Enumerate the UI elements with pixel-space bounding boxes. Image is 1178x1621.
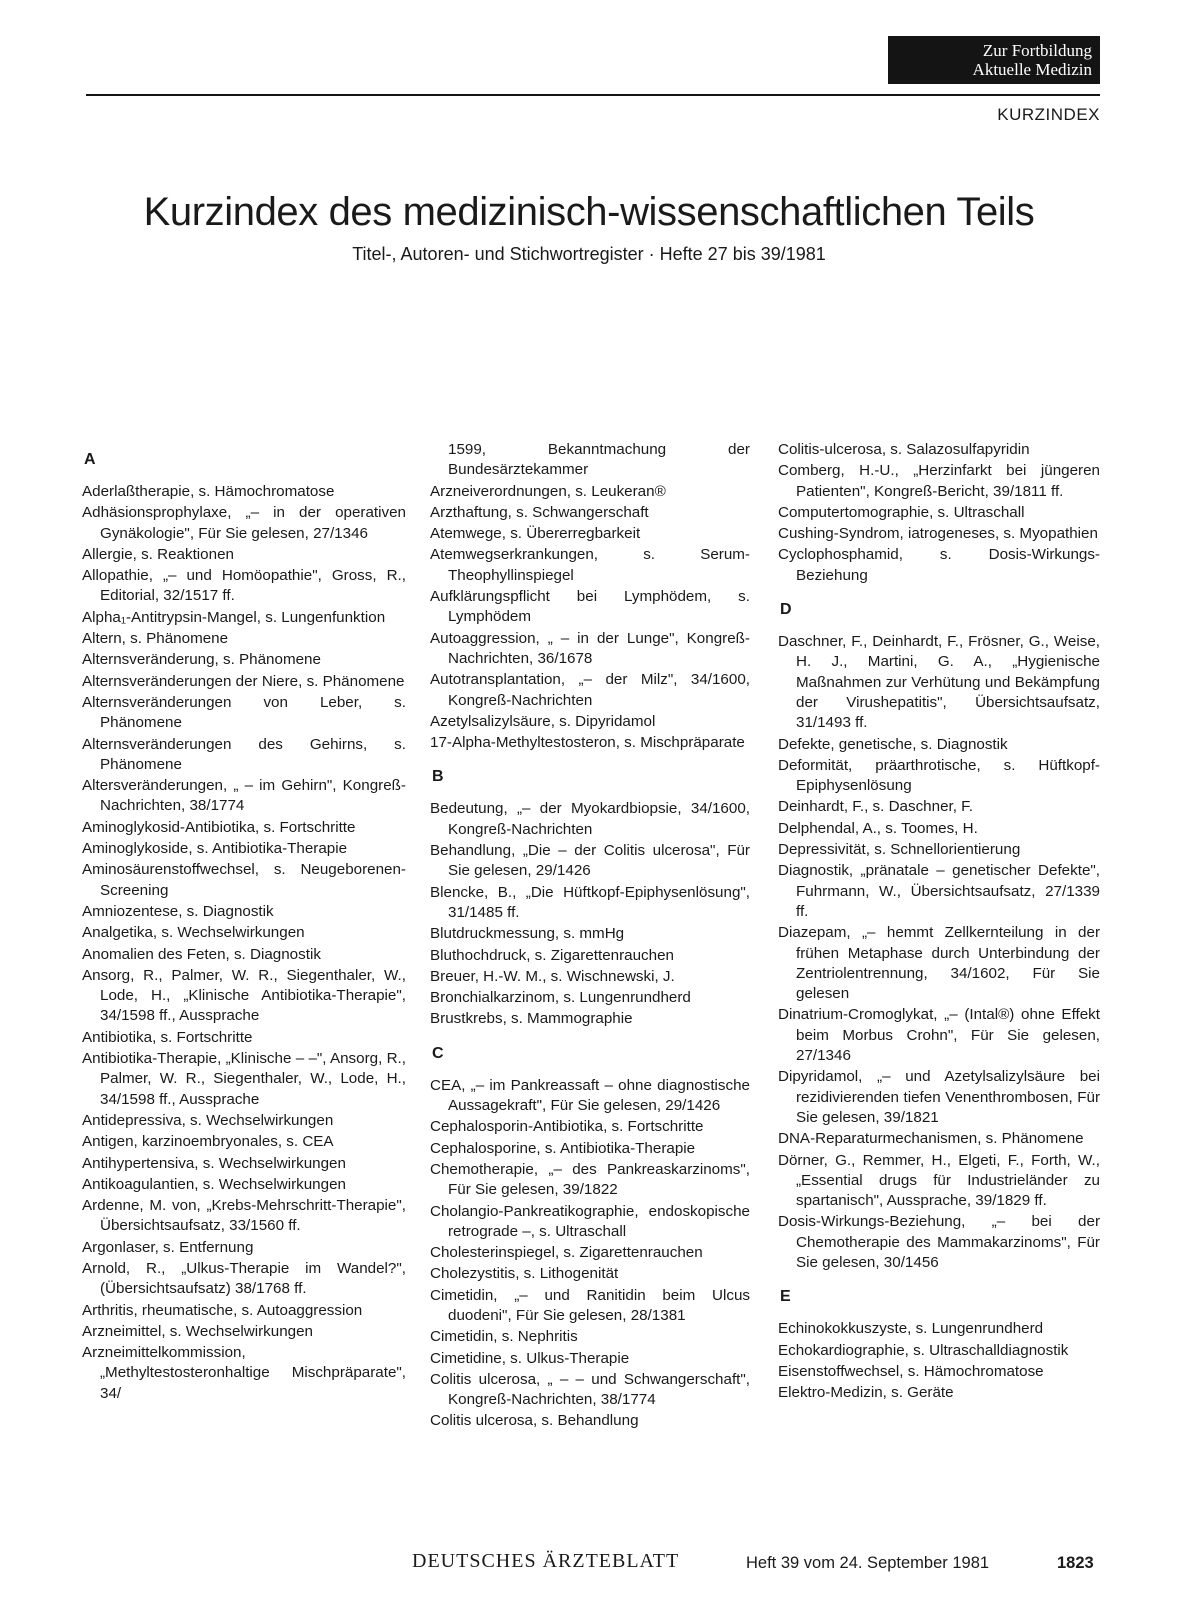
index-entry: Colitis ulcerosa, „ – – und Schwangerschaft", Kongreß-Nachrichten, 38/1774 (430, 1370, 750, 1409)
index-entry: Antibiotika-Therapie, „Klinische – –", Ansorg, R., Palmer, W. R., Siegenthaler, W., Lode, H., 34/1598 ff., Aussprache (82, 1050, 406, 1108)
index-entry: Computertomographie, s. Ultraschall (778, 503, 1025, 521)
index-entry: Cephalosporin-Antibiotika, s. Fortschritte (430, 1118, 704, 1136)
index-entry: Arzneimittel, s. Wechselwirkungen (82, 1322, 313, 1340)
index-entry: Cimetidine, s. Ulkus-Therapie (430, 1349, 630, 1367)
index-entry: Delphendal, A., s. Toomes, H. (778, 819, 978, 837)
index-entry: Chemotherapie, „– des Pankreaskarzinoms", Für Sie gelesen, 39/1822 (430, 1160, 750, 1199)
index-entry: Colitis-ulcerosa, s. Salazosulfapyridin (778, 441, 1030, 458)
index-entry: Eisenstoffwechsel, s. Hämochromatose (778, 1362, 1044, 1380)
index-entry: Alternsveränderung, s. Phänomene (82, 651, 321, 669)
index-entry: Deformität, präarthrotische, s. Hüftkopf-Epiphysenlösung (778, 756, 1100, 795)
index-entry: Arnold, R., „Ulkus-Therapie im Wandel?", (Übersichtsaufsatz) 38/1768 ff. (82, 1259, 406, 1298)
index-column-1 (82, 442, 406, 1405)
footer-issue: Heft 39 vom 24. September 1981 (746, 1554, 990, 1572)
index-entry: Allopathie, „– und Homöopathie", Gross, R., Editorial, 32/1517 ff. (82, 567, 406, 605)
index-entry: Aminosäurenstoffwechsel, s. Neugeborenen-Screening (82, 861, 406, 899)
index-entry: Elektro-Medizin, s. Geräte (778, 1384, 954, 1402)
index-entry: Aufklärungspflicht bei Lymphödem, s. Lymphödem (430, 588, 750, 626)
section-letter: A (84, 451, 96, 468)
index-entry: Arthritis, rheumatische, s. Autoaggression (82, 1301, 363, 1319)
index-entry: Antihypertensiva, s. Wechselwirkungen (82, 1154, 346, 1172)
footer-page-number: 1823 (1057, 1554, 1094, 1572)
index-entry: Cimetidin, s. Nephritis (430, 1328, 578, 1346)
index-entry: Amniozentese, s. Diagnostik (82, 902, 274, 920)
index-entry: Antidepressiva, s. Wechselwirkungen (82, 1111, 334, 1129)
index-entry: Adhäsionsprophylaxe, „– in der operativen Gynäkologie", Für Sie gelesen, 27/1346 (82, 504, 406, 542)
index-entry: Anomalien des Feten, s. Diagnostik (82, 945, 321, 963)
section-letter: C (432, 1044, 444, 1062)
index-entry: Bronchialkarzinom, s. Lungenrundherd (430, 989, 691, 1007)
section-letter: B (432, 768, 444, 786)
index-entry: Alternsveränderungen der Niere, s. Phänomene (82, 672, 405, 690)
index-entry: Altersveränderungen, „ – im Gehirn", Kongreß-Nachrichten, 38/1774 (82, 777, 406, 815)
page-title: Kurzindex des medizinisch-wissenschaftlichen Teils (143, 190, 1035, 234)
index-entry: Bluthochdruck, s. Zigarettenrauchen (430, 946, 674, 964)
section-letter: E (780, 1288, 791, 1306)
index-column-2 (430, 440, 750, 1433)
index-entry: Autotransplantation, „– der Milz", 34/1600, Kongreß-Nachrichten (430, 671, 750, 709)
index-entry: Cholezystitis, s. Lithogenität (430, 1265, 619, 1283)
index-entry: Cimetidin, „– und Ranitidin beim Ulcus duodeni", Für Sie gelesen, 28/1381 (430, 1286, 750, 1324)
index-entry: Blencke, B., „Die Hüftkopf-Epiphysenlösung", 31/1485 ff. (430, 883, 750, 921)
page-subtitle: Titel-, Autoren- und Stichwortregister · Hefte 27 bis 39/1981 (352, 244, 826, 264)
index-entry: Atemwegserkrankungen, s. Serum-Theophyllinspiegel (430, 546, 750, 584)
index-entry: Alternsveränderungen von Leber, s. Phänomene (82, 693, 406, 732)
index-entry: Azetylsalizylsäure, s. Dipyridamol (430, 712, 656, 730)
badge-line-2: Aktuelle Medizin (972, 60, 1092, 79)
index-entry: Antigen, karzinoembryonales, s. CEA (82, 1133, 334, 1151)
index-entry: Dörner, G., Remmer, H., Elgeti, F., Forth, W., „Essential drugs für Industrieländer zu spartanisch", Aussprache, 39/1829 ff. (778, 1151, 1100, 1210)
index-entry: Cyclophosphamid, s. Dosis-Wirkungs-Beziehung (778, 546, 1100, 584)
index-entry: Argonlaser, s. Entfernung (82, 1238, 254, 1256)
index-entry: Arzthaftung, s. Schwangerschaft (430, 503, 649, 521)
index-entry: Cushing-Syndrom, iatrogeneses, s. Myopathien (778, 525, 1098, 543)
index-entry: Altern, s. Phänomene (82, 630, 229, 648)
index-entry: Alternsveränderungen des Gehirns, s. Phänomene (82, 735, 406, 773)
index-column-3 (778, 440, 1100, 1404)
index-entry: Depressivität, s. Schnellorientierung (778, 841, 1021, 859)
index-entry: Allergie, s. Reaktionen (82, 545, 234, 563)
index-entry: Echinokokkuszyste, s. Lungenrundherd (778, 1320, 1044, 1338)
index-entry: Cephalosporine, s. Antibiotika-Therapie (430, 1139, 696, 1157)
index-entry: 17-Alpha-Methyltestosteron, s. Mischpräparate (430, 734, 745, 752)
index-entry: Diagnostik, „pränatale – genetischer Defekte", Fuhrmann, W., Übersichtsaufsatz, 27/1339 ff. (778, 862, 1100, 920)
section-label: KURZINDEX (997, 105, 1100, 124)
section-badge (888, 36, 1100, 84)
index-entry: Behandlung, „Die – der Colitis ulcerosa", Für Sie gelesen, 29/1426 (430, 842, 750, 880)
footer-journal-name: DEUTSCHES ÄRZTEBLATT (412, 1550, 680, 1572)
index-entry: Antibiotika, s. Fortschritte (82, 1028, 253, 1046)
index-entry: Dinatrium-Cromoglykat, „– (Intal®) ohne Effekt beim Morbus Crohn", Für Sie gelesen, 27/1346 (778, 1006, 1100, 1065)
index-entry: Analgetika, s. Wechselwirkungen (82, 924, 305, 942)
index-entry: Arzneiverordnungen, s. Leukeran® (430, 482, 666, 500)
index-entry: Bedeutung, „– der Myokardbiopsie, 34/1600, Kongreß-Nachrichten (430, 800, 750, 838)
index-entry: Deinhardt, F., s. Daschner, F. (778, 798, 973, 816)
index-entry: Aminoglykosid-Antibiotika, s. Fortschritte (82, 818, 356, 836)
index-entry: Antikoagulantien, s. Wechselwirkungen (82, 1175, 346, 1193)
index-entry: Cholangio-Pankreatikographie, endoskopische retrograde –, s. Ultraschall (430, 1202, 750, 1240)
index-entry: Defekte, genetische, s. Diagnostik (778, 735, 1008, 753)
index-entry: 1599, Bekanntmachung der Bundesärztekammer (448, 441, 750, 479)
index-entry: Ansorg, R., Palmer, W. R., Siegenthaler, W., Lode, H., „Klinische Antibiotika-Therapie", 34/1598 ff., Aussprache (82, 966, 406, 1025)
index-entry: Arzneimittelkommission, „Methyltestosteronhaltige Mischpräparate", 34/ (82, 1344, 406, 1402)
index-entry: Brustkrebs, s. Mammographie (430, 1010, 633, 1028)
index-entry: Breuer, H.-W. M., s. Wischnewski, J. (430, 967, 675, 985)
index-entry: Autoaggression, „ – in der Lunge", Kongreß-Nachrichten, 36/1678 (430, 629, 750, 667)
index-entry: Daschner, F., Deinhardt, F., Frösner, G., Weise, H. J., Martini, G. A., „Hygienische Maßnahmen zur Verhütung und Bekämpfung der Virushepatitis", Übersichtsaufsatz, 31/1493 ff. (778, 633, 1100, 732)
index-entry: Blutdruckmessung, s. mmHg (430, 925, 625, 943)
header-rule (86, 94, 1100, 96)
index-entry: Colitis ulcerosa, s. Behandlung (430, 1412, 639, 1430)
index-entry: Alpha₁-Antitrypsin-Mangel, s. Lungenfunktion (82, 608, 386, 626)
index-entry: Ardenne, M. von, „Krebs-Mehrschritt-Therapie", Übersichtsaufsatz, 33/1560 ff. (82, 1197, 406, 1235)
index-entry: Aderlaßtherapie, s. Hämochromatose (82, 483, 335, 500)
index-entry: CEA, „– im Pankreassaft – ohne diagnostische Aussagekraft", Für Sie gelesen, 29/1426 (430, 1076, 750, 1115)
index-entry: Dosis-Wirkungs-Beziehung, „– bei der Chemotherapie des Mammakarzinoms", Für Sie gelesen, 30/1456 (778, 1213, 1100, 1271)
index-entry: Cholesterinspiegel, s. Zigarettenrauchen (430, 1244, 703, 1262)
index-entry: Diazepam, „– hemmt Zellkernteilung in der frühen Metaphase durch Unterbindung der Zentriolentrennung, 34/1602, Für Sie gelesen (778, 924, 1100, 1003)
index-entry: Comberg, H.-U., „Herzinfarkt bei jüngeren Patienten", Kongreß-Bericht, 39/1811 ff. (778, 462, 1100, 500)
badge-line-1: Zur Fortbildung (982, 41, 1092, 60)
index-entry: DNA-Reparaturmechanismen, s. Phänomene (778, 1130, 1084, 1148)
index-entry: Aminoglykoside, s. Antibiotika-Therapie (82, 840, 348, 858)
index-entry: Echokardiographie, s. Ultraschalldiagnostik (778, 1341, 1069, 1359)
index-entry: Atemwege, s. Übererregbarkeit (430, 525, 641, 543)
section-letter: D (780, 601, 792, 619)
index-entry: Dipyridamol, „– und Azetylsalizylsäure bei rezidivierenden tiefen Venenthrombosen, Für Sie gelesen, 39/1821 (778, 1068, 1100, 1126)
